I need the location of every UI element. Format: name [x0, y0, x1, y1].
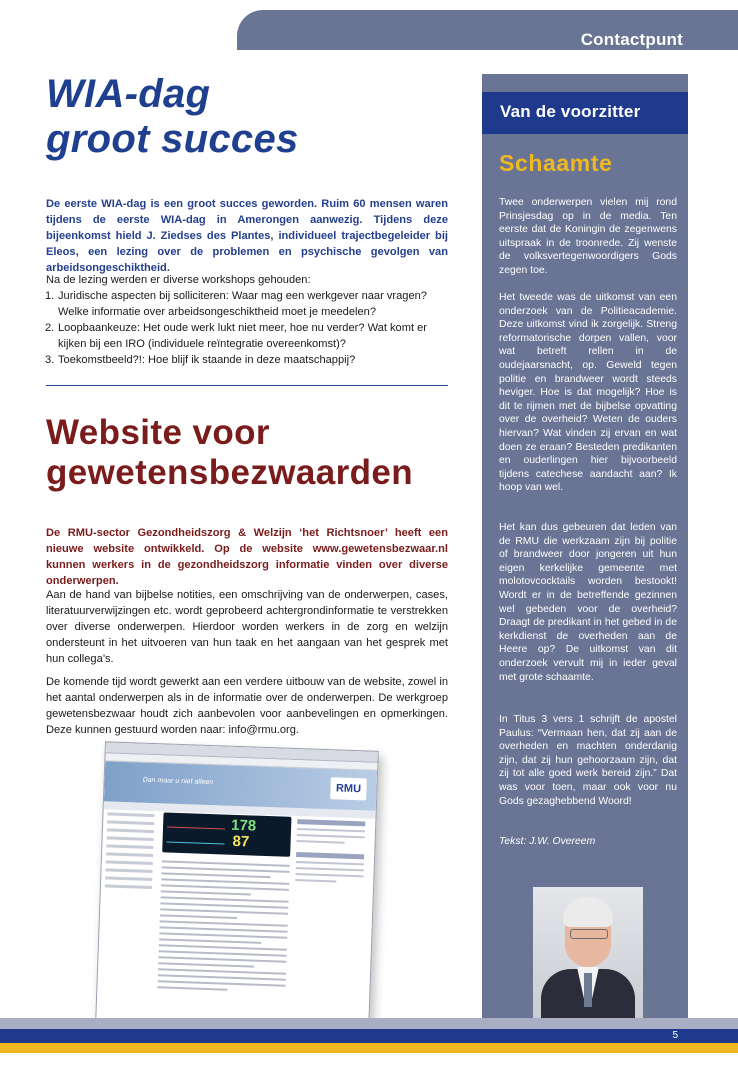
list-item	[46, 352, 450, 368]
sidebar-paragraph: Het tweede was de uitkomst van een onderzoek van de Politieacademie. Deze uitkomst vind ik zorgelijk. Streng reformatorische dorpen vallen, voor wat betreft rellen in de oudejaarsnacht, op. Geweld tegen politie en brandweer wordt steeds heviger. Hoe is dat mogelijk? Hoe is dit te rijmen met de bijbelse opvatting over de overheid? Weten de ouders hiervan? Wat vinden zij ervan en wat doen ze eraan? Besteden predikanten en ouderlingen hier bijvoorbeeld tijdens catechese aandacht aan? Ik hoop van wel.	[499, 292, 677, 494]
sidebar-heading: Van de voorzitter	[500, 102, 641, 121]
section-header-tab	[237, 10, 738, 50]
monitor-waveform	[167, 827, 226, 845]
article1-title-line1: WIA-dag	[46, 72, 211, 116]
article2-intro: De RMU-sector Gezondheidszorg & Welzijn ‘het Richtsnoer’ heeft een nieuwe website ontwikkeld. Op de website www.gewetensbezwaar.nl kunnen werkers in de gezondheidszorg informatie vinden over diverse onderwerpen.	[46, 527, 448, 587]
list-item-number: 3.	[45, 354, 55, 366]
monitor-value-2: 87	[232, 832, 250, 851]
article1-title-line2: groot succes	[46, 117, 299, 161]
divider	[46, 385, 448, 386]
sidebar-paragraph: In Titus 3 vers 1 schrijft de apostel Paulus: “Vermaan hen, dat zij aan de overheden en machten onderdanig zijn, dat zij hun gehoorzaam zijn, dat zij tot alle goed werk bereid zijn.” Dat was voor toen, maar ook voor nu Gods gezaghebbend Woord!	[499, 714, 677, 807]
sidebar-title: Schaamte	[499, 150, 613, 176]
footer-stripe-blue	[0, 1029, 738, 1043]
heart-monitor-image	[162, 812, 291, 856]
article2-title	[46, 413, 456, 493]
article2-title-line2: gewetensbezwaarden	[46, 453, 414, 492]
footer-stripe-yellow	[0, 1043, 738, 1053]
site-right-column	[295, 819, 365, 887]
list-item-number: 1.	[45, 290, 55, 302]
site-sidebar-menu	[101, 812, 160, 1014]
article2-title-line1: Website voor	[46, 413, 270, 452]
portrait-tie	[584, 973, 592, 1007]
article1-intro: De eerste WIA-dag is een groot succes geworden. Ruim 60 mensen waren tijdens de eerste WIA-dag in Amerongen aanwezig. Tijdens deze bijeenkomst hield J. Ziedses des Plantes, individueel trajectbegeleider bij Eleos, een lezing over de problemen en psychische gevolgen van arbeidsongeschiktheid.	[46, 198, 448, 274]
author-portrait	[533, 887, 643, 1018]
site-tagline: Dan maar u niet alleen	[142, 776, 214, 787]
article1-lead: Na de lezing werden er diverse workshops gehouden:	[46, 274, 311, 286]
portrait-glasses	[570, 929, 608, 939]
footer-stripe-light	[0, 1018, 738, 1029]
article2-paragraph: De komende tijd wordt gewerkt aan een verdere uitbouw van de website, zowel in het aantal onderwerpen als in de informatie over de onderwerpen. De werkgroep gewetensbezwaar houdt zich aanbevolen voor aanbevelingen en opmerkingen. Deze kunnen gestuurd worden naar: info@rmu.org.	[46, 676, 448, 736]
list-item-text: Loopbaankeuze: Het oude werk lukt niet meer, hoe nu verder? Wat komt er kijken bij een IRO (individuele reïntegratie overeenkomst)?	[58, 322, 427, 350]
list-item	[46, 320, 450, 352]
website-screenshot	[95, 741, 379, 1032]
list-item	[46, 288, 450, 320]
list-item-number: 2.	[45, 322, 55, 334]
article2-paragraph: Aan de hand van bijbelse notities, een omschrijving van de onderwerpen, cases, literatuurverwijzingen etc. wordt geprobeerd achtergrondinformatie te verstrekken over diverse onderwerpen. Hierdoor worden werkers in de zorg en welzijn ondersteunt in het uitvoeren van hun taak en het aangaan van het gesprek met hun collega’s.	[46, 589, 448, 665]
article1-title	[46, 72, 446, 162]
site-body-text	[157, 860, 290, 996]
list-item-text: Toekomstbeeld?!: Hoe blijf ik staande in deze maatschappij?	[58, 354, 356, 366]
list-item-text: Juridische aspecten bij solliciteren: Waar mag een werkgever naar vragen? Welke informatie over arbeidsongeschiktheid moet je meedelen?	[58, 290, 427, 318]
rmu-logo: RMU	[330, 777, 367, 800]
article1-body	[46, 272, 450, 368]
page-number: 5	[672, 1030, 678, 1041]
monitor-value-1: 178	[230, 816, 257, 835]
section-label: Contactpunt	[580, 30, 683, 49]
sidebar-paragraph: Twee onderwerpen vielen mij rond Prinsjesdag op in de media. Ten eerste dat de Koningin de zegenwens uitspraak in de troonrede. Zij wenste de volksvertegenwoordigers Gods zegen toe.	[499, 197, 677, 276]
workshop-list	[46, 288, 450, 368]
sidebar-paragraph: Het kan dus gebeuren dat leden van de RMU die werkzaam zijn bij politie of brandweer door jongeren uit hun eigen kerkelijke gemeente met molotovcocktails worden bestookt! Wordt er in de betreffende gezinnen wel gebeden voor de overheid? Draagt de predikant in het gebed in de kerkdienst de overheden aan de Heere op? De uitkomst van dit onderzoek vervult mij in ieder geval met grote schaamte.	[499, 522, 677, 683]
author-credit: Tekst: J.W. Overeem	[499, 836, 596, 847]
footer-stripe-white	[0, 1053, 738, 1068]
